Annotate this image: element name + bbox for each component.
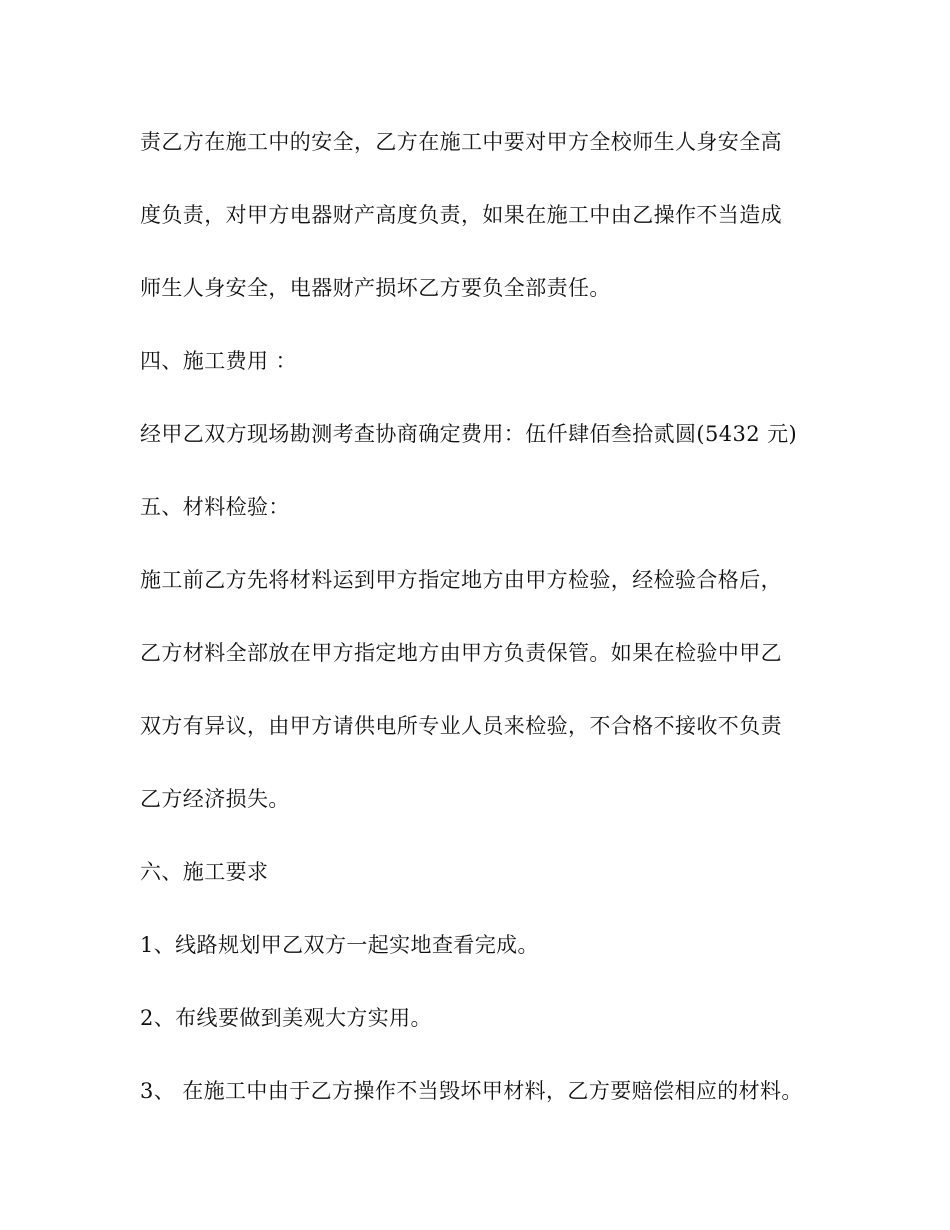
requirement-item-2: 2、布线要做到美观大方实用。 bbox=[140, 1006, 432, 1030]
paragraph-line-material-storage: 乙方材料全部放在甲方指定地方由甲方负责保管。如果在检验中甲乙 bbox=[140, 641, 782, 665]
paragraph-line-property-responsibility: 度负责，对甲方电器财产高度负责，如果在施工中由乙操作不当造成 bbox=[140, 203, 782, 227]
paragraph-line-fee-amount: 经甲乙双方现场勘测考查协商确定费用：伍仟肆佰叁拾贰圆(5432 元) bbox=[140, 422, 798, 446]
paragraph-line-dispute-inspection: 双方有异议，由甲方请供电所专业人员来检验，不合格不接收不负责 bbox=[140, 714, 782, 738]
section-heading-construction-fee: 四、施工费用 ： bbox=[140, 349, 297, 373]
paragraph-line-full-liability: 师生人身安全，电器财产损坏乙方要负全部责任。 bbox=[140, 276, 611, 300]
requirement-item-1: 1、线路规划甲乙双方一起实地查看完成。 bbox=[140, 933, 539, 957]
paragraph-line-inspection-before-work: 施工前乙方先将材料运到甲方指定地方由甲方检验，经检验合格后， bbox=[140, 568, 782, 592]
section-heading-material-inspection: 五、材料检验： bbox=[140, 495, 290, 519]
paragraph-line-economic-loss: 乙方经济损失。 bbox=[140, 787, 290, 811]
section-heading-construction-requirements: 六、施工要求 bbox=[140, 860, 269, 884]
requirement-item-3: 3、 在施工中由于乙方操作不当毁坏甲材料，乙方要赔偿相应的材料。 bbox=[140, 1079, 803, 1103]
paragraph-line-safety-responsibility: 责乙方在施工中的安全，乙方在施工中要对甲方全校师生人身安全高 bbox=[140, 130, 782, 154]
